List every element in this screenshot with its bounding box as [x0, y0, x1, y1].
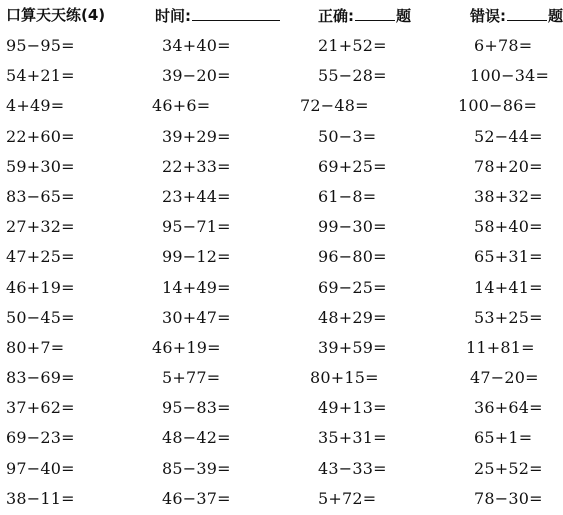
problem-row	[0, 485, 561, 515]
problem-cell: 23+44=	[162, 186, 231, 206]
problem-cell: 47−20=	[470, 368, 539, 388]
problem-cell: 61−8=	[318, 186, 377, 206]
problem-cell: 48−42=	[162, 428, 231, 448]
correct-field	[318, 6, 411, 25]
problem-cell: 39+59=	[318, 337, 387, 357]
problem-cell: 22+33=	[162, 156, 231, 176]
problem-cell: 80+15=	[310, 368, 379, 388]
worksheet-header	[0, 0, 561, 32]
problem-cell: 100−86=	[458, 96, 538, 116]
problem-cell: 85−39=	[162, 458, 231, 478]
problem-cell: 78+20=	[474, 156, 543, 176]
problem-row	[0, 364, 561, 394]
problem-cell: 46+6=	[152, 96, 211, 116]
problem-row	[0, 153, 561, 183]
problem-cell: 59+30=	[6, 156, 75, 176]
problem-row	[0, 92, 561, 122]
problem-row	[0, 424, 561, 454]
problem-cell: 96−80=	[318, 247, 387, 267]
wrong-unit: 题	[548, 7, 563, 25]
problem-cell: 50−45=	[6, 307, 75, 327]
problem-cell: 6+78=	[474, 36, 533, 55]
worksheet-title: 口算天天练(4)	[6, 6, 106, 24]
problem-cell: 39+29=	[162, 126, 231, 146]
problem-cell: 99−30=	[318, 217, 387, 237]
problem-row	[0, 455, 561, 485]
problem-row	[0, 183, 561, 213]
problem-row	[0, 32, 561, 62]
problem-cell: 95−71=	[162, 217, 231, 237]
problem-cell: 38+32=	[474, 186, 543, 206]
problem-cell: 65+1=	[474, 428, 533, 448]
problem-cell: 22+60=	[6, 126, 75, 146]
correct-label: 正确:	[318, 7, 354, 25]
problem-cell: 47+25=	[6, 247, 75, 267]
problem-cell: 69+25=	[318, 156, 387, 176]
problem-cell: 69−25=	[318, 277, 387, 297]
problem-cell: 14+41=	[474, 277, 543, 297]
problem-cell: 14+49=	[162, 277, 231, 297]
problem-cell: 95−83=	[162, 398, 231, 418]
problem-cell: 11+81=	[466, 337, 535, 357]
correct-unit: 题	[396, 7, 412, 25]
problem-cell: 95−95=	[6, 36, 75, 55]
problem-cell: 46+19=	[152, 337, 221, 357]
problem-row	[0, 243, 561, 273]
problem-cell: 72−48=	[300, 96, 369, 116]
problem-grid	[0, 32, 561, 515]
problem-cell: 46+19=	[6, 277, 75, 297]
problem-cell: 39−20=	[162, 66, 231, 86]
problem-row	[0, 394, 561, 424]
problem-cell: 4+49=	[6, 96, 65, 116]
problem-cell: 36+64=	[474, 398, 543, 418]
problem-cell: 99−12=	[162, 247, 231, 267]
wrong-label: 错误:	[470, 7, 506, 25]
problem-row	[0, 334, 561, 364]
problem-cell: 100−34=	[470, 66, 550, 86]
problem-row	[0, 62, 561, 92]
problem-cell: 46−37=	[162, 488, 231, 508]
problem-cell: 54+21=	[6, 66, 75, 86]
problem-cell: 49+13=	[318, 398, 387, 418]
problem-cell: 53+25=	[474, 307, 543, 327]
problem-cell: 34+40=	[162, 36, 231, 55]
problem-cell: 35+31=	[318, 428, 387, 448]
problem-cell: 58+40=	[474, 217, 543, 237]
problem-cell: 97−40=	[6, 458, 75, 478]
problem-row	[0, 274, 561, 304]
problem-cell: 48+29=	[318, 307, 387, 327]
problem-cell: 83−65=	[6, 186, 75, 206]
problem-cell: 5+77=	[162, 368, 221, 388]
time-blank	[192, 6, 280, 21]
problem-cell: 5+72=	[318, 488, 377, 508]
problem-cell: 55−28=	[318, 66, 387, 86]
problem-cell: 52−44=	[474, 126, 543, 146]
problem-cell: 78−30=	[474, 488, 543, 508]
problem-cell: 69−23=	[6, 428, 75, 448]
problem-cell: 25+52=	[474, 458, 543, 478]
wrong-field	[470, 6, 563, 25]
problem-row	[0, 304, 561, 334]
problem-cell: 50−3=	[318, 126, 377, 146]
problem-cell: 37+62=	[6, 398, 75, 418]
problem-cell: 43−33=	[318, 458, 387, 478]
problem-cell: 65+31=	[474, 247, 543, 267]
problem-cell: 83−69=	[6, 368, 75, 388]
time-label: 时间:	[155, 7, 191, 25]
problem-cell: 27+32=	[6, 217, 75, 237]
problem-row	[0, 213, 561, 243]
problem-cell: 38−11=	[6, 488, 75, 508]
problem-row	[0, 123, 561, 153]
problem-cell: 30+47=	[162, 307, 231, 327]
correct-blank	[355, 6, 395, 21]
problem-cell: 80+7=	[6, 337, 65, 357]
problem-cell: 21+52=	[318, 36, 387, 55]
time-field	[155, 6, 280, 25]
wrong-blank	[507, 6, 547, 21]
